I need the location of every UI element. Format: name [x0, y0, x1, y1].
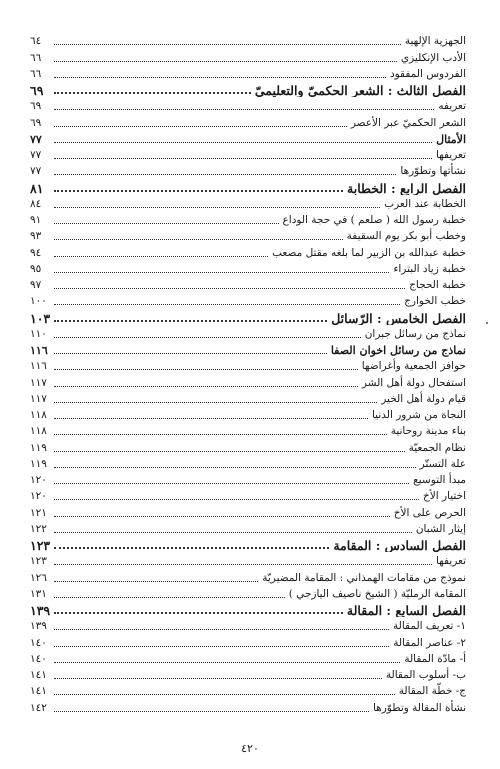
- toc-entry-title: حوافز الجمعية وأغراضها: [361, 360, 466, 373]
- toc-entry-title: الأمثال: [436, 132, 466, 146]
- dot-leader: [54, 207, 380, 208]
- toc-entry-title: نشأتها وتطوّرها: [400, 165, 466, 178]
- toc-entry-row: [30, 633, 466, 649]
- toc-entry-row: [30, 650, 466, 666]
- toc-entry-row: [30, 195, 466, 211]
- dot-leader: [54, 597, 285, 598]
- toc-entry-title: استفحال دولة أهل الشر: [361, 376, 466, 389]
- dot-leader: [54, 109, 434, 110]
- dot-leader: [54, 711, 369, 712]
- dot-leader: [54, 190, 343, 192]
- toc-page-number: ١٢٠: [30, 490, 47, 503]
- toc-entry-title: الحرص على الأخ: [393, 506, 466, 519]
- toc-page-number: ١٤٢: [30, 701, 47, 714]
- toc-entry-row: [30, 260, 466, 276]
- toc-entry-title: الفصل الخامس : الرّسائل: [331, 310, 466, 325]
- toc-page-number: ٩٤: [30, 246, 42, 259]
- dot-leader: [54, 678, 382, 679]
- toc-entry-row: [30, 48, 466, 64]
- dot-leader: [54, 547, 329, 549]
- dot-leader: [54, 564, 432, 565]
- dot-leader: [54, 320, 327, 322]
- toc-entry-row: [30, 552, 466, 568]
- toc-page-number: ١٢٦: [30, 571, 47, 584]
- toc-entry-row: [30, 211, 466, 227]
- toc-entry-title: نشأة المقالة وتطوّرها: [372, 701, 466, 714]
- toc-page-number: ٦٩: [30, 100, 42, 113]
- dot-leader: [54, 158, 432, 159]
- toc-entry-title: ب- أسلوب المقالة: [385, 669, 466, 681]
- dot-leader: [54, 434, 387, 435]
- toc-entry-row: [30, 373, 466, 389]
- toc-entry-title: الخطابة عند العرب: [384, 197, 466, 210]
- toc-chapter-row: [30, 81, 466, 97]
- toc-entry-row: [30, 471, 466, 487]
- toc-entry-title: خطب الخوارج: [404, 295, 466, 308]
- toc-entry-title: الفصل السابع : المقالة: [346, 603, 466, 617]
- toc-page-number: ١١٨: [30, 425, 47, 438]
- toc-page-number: ١٠٠: [30, 295, 47, 308]
- toc-page-number: ١٤١: [30, 685, 47, 698]
- toc-entry-title: الأدب الإنكليزي: [400, 51, 466, 64]
- dot-leader: [54, 239, 343, 240]
- toc-entry-row: [30, 390, 466, 406]
- toc-entry-title: نماذج من رسائل جبران: [364, 327, 466, 340]
- toc-entry-title: الفصل السادس : المقامة: [333, 538, 466, 552]
- dot-leader: [54, 386, 358, 387]
- toc-entry-row: [30, 276, 466, 292]
- toc-entry-row: [30, 585, 466, 601]
- dot-leader: [54, 612, 343, 614]
- toc-entry-row: [30, 666, 466, 682]
- toc-page-number: ٩٥: [30, 262, 42, 275]
- toc-entry-title: تعريفها: [435, 149, 466, 161]
- toc-entry-title: إيثار الشبان: [415, 522, 466, 535]
- dot-leader: [54, 418, 368, 419]
- toc-entry-row: [30, 113, 466, 129]
- toc-entry-row: [30, 357, 466, 373]
- toc-page-number: ٦٦: [30, 67, 42, 80]
- toc-entry-title: ٢- عناصر المقالة: [393, 636, 466, 649]
- dot-leader: [54, 353, 327, 354]
- toc-section-row: [30, 130, 466, 146]
- toc-entry-row: [30, 503, 466, 519]
- toc-chapter-row: [30, 536, 466, 552]
- toc-entry-row: [30, 698, 466, 714]
- toc-page-number: ١٤٠: [30, 636, 47, 649]
- dot-leader: [54, 174, 396, 175]
- toc-page-number: ١٢٣: [30, 555, 47, 568]
- toc-entry-row: [30, 162, 466, 178]
- toc-page-number: ١٣١: [30, 587, 47, 600]
- toc-page-number: ٦٦: [30, 51, 42, 64]
- dot-leader: [54, 369, 358, 370]
- toc-entry-row: [30, 455, 466, 471]
- dot-leader: [54, 451, 405, 452]
- toc-entry-title: اختيار الأخ: [422, 490, 466, 503]
- toc-page-number: ٧٧: [30, 132, 42, 146]
- toc-page-number: ٦٤: [30, 35, 42, 48]
- toc-entry-row: [30, 243, 466, 259]
- toc-entry-title: ج- خطّة المقالة: [398, 685, 466, 698]
- toc-entry-title: تعريفها: [435, 555, 466, 568]
- toc-entry-row: [30, 292, 466, 308]
- dot-leader: [54, 223, 279, 224]
- dot-leader: [54, 629, 389, 630]
- toc-entry-title: خطبة عبدالله بن الزبير لما بلغه مقتل مصعب: [272, 246, 466, 259]
- toc-entry-row: [30, 65, 466, 81]
- toc-entry-title: الفصل الثالث : الشعر الحكميّ والتعليميّ: [254, 83, 466, 97]
- toc-page-number: ٧٧: [30, 149, 42, 161]
- toc-page-number: ٩٧: [30, 279, 42, 291]
- dot-leader: [54, 61, 397, 62]
- toc-page-number: ١١٨: [30, 409, 47, 421]
- toc-page-number: ١٢١: [30, 506, 47, 519]
- toc-page-number: ١١٩: [30, 457, 47, 470]
- toc-entry-title: خطبة زياد البتراء: [393, 262, 466, 275]
- toc-page-number: ١٢٢: [30, 522, 47, 535]
- toc-entry-row: [30, 406, 466, 422]
- table-of-contents: [30, 32, 466, 715]
- toc-page-number: ١١٧: [30, 376, 47, 389]
- toc-entry-title: نموذج من مقامات الهمذاني : المقامة المضيريّة: [262, 571, 466, 584]
- toc-chapter-row: [30, 308, 466, 324]
- dot-leader: [54, 646, 389, 647]
- toc-page-number: ١١٩: [30, 441, 47, 454]
- toc-entry-title: ١- تعريف المقالة: [393, 620, 466, 633]
- toc-entry-title: الجهزية الإلهية: [404, 35, 466, 48]
- toc-entry-title: نماذج من رسائل اخوان الصفا: [330, 344, 466, 357]
- toc-page-number: ١٣٩: [30, 620, 47, 633]
- toc-page-number: ٩١: [30, 214, 42, 226]
- toc-entry-row: [30, 487, 466, 503]
- toc-page-number: ٨١: [30, 180, 44, 195]
- toc-entry-row: [30, 227, 466, 243]
- toc-entry-row: [30, 568, 466, 584]
- toc-entry-row: [30, 146, 466, 162]
- toc-entry-title: تعريفه: [438, 100, 466, 113]
- toc-page-number: ٦٩: [30, 83, 44, 97]
- dot-leader: [54, 272, 389, 273]
- toc-page-number: ١١٦: [30, 360, 47, 373]
- toc-entry-title: الشعر الحكميّ عبر الأعصر: [350, 116, 466, 129]
- dot-leader: [54, 483, 409, 484]
- toc-entry-title: النجاة من شرور الدنيا: [371, 409, 466, 421]
- toc-entry-row: [30, 97, 466, 113]
- dot-leader: [54, 44, 401, 45]
- toc-entry-title: نظام الجمعيّة: [408, 441, 466, 454]
- toc-page-number: ١٢٣: [30, 538, 51, 552]
- dot-leader: [54, 662, 400, 663]
- toc-entry-title: الفصل الرابع : الخطابة: [347, 180, 466, 195]
- dot-leader: [54, 77, 386, 78]
- toc-entry-row: [30, 32, 466, 48]
- toc-page-number: ١٤٠: [30, 652, 47, 665]
- toc-section-row: [30, 341, 466, 357]
- toc-entry-title: أ- مادّة المقالة: [404, 652, 466, 665]
- dot-leader: [54, 532, 412, 533]
- dot-leader: [54, 694, 395, 695]
- dot-leader: [54, 92, 251, 94]
- toc-entry-row: [30, 325, 466, 341]
- toc-entry-title: الفردوس المفقود: [389, 67, 466, 80]
- page-number: ٤٢٠: [241, 742, 259, 755]
- toc-entry-row: [30, 422, 466, 438]
- dot-leader: [54, 516, 390, 517]
- toc-entry-title: مبدأ التوسيع: [413, 474, 466, 486]
- toc-entry-row: [30, 438, 466, 454]
- toc-page-number: ٦٩: [30, 116, 42, 129]
- toc-entry-row: [30, 617, 466, 633]
- toc-page-number: ١٠٣: [30, 310, 51, 325]
- toc-entry-title: وخطب أبو بكر يوم السقيفة: [346, 230, 466, 243]
- toc-chapter-row: [30, 601, 466, 617]
- toc-page-number: ٩٣: [30, 230, 42, 243]
- toc-chapter-row: [30, 178, 466, 194]
- toc-page-number: ٧٧: [30, 165, 42, 178]
- toc-entry-title: قيام دولة أهل الخير: [381, 392, 466, 405]
- toc-page-number: ١١٦: [30, 344, 48, 357]
- toc-page-number: ١٢٠: [30, 474, 47, 486]
- toc-entry-row: [30, 682, 466, 698]
- toc-page-number: ١٤١: [30, 669, 47, 681]
- toc-page-number: ١٣٩: [30, 603, 51, 617]
- toc-entry-title: علة التستّر: [419, 457, 466, 470]
- dot-leader: [54, 581, 258, 582]
- toc-page-number: ١١٠: [30, 327, 47, 340]
- toc-page-number: ١١٧: [30, 392, 47, 405]
- toc-page-number: ٨٤: [30, 197, 42, 210]
- toc-entry-title: المقامة الرمليّة ( الشيخ ناصيف اليازجي ): [288, 587, 466, 600]
- toc-entry-title: خطبة الحجاج: [409, 279, 466, 291]
- dot-leader: [54, 499, 419, 500]
- dot-leader: [54, 402, 377, 403]
- toc-entry-title: خطبة رسول الله ( صلعم ) في حجة الوداع: [282, 214, 466, 226]
- dot-leader: [54, 467, 416, 468]
- dot-leader: [54, 337, 361, 338]
- toc-entry-row: [30, 520, 466, 536]
- dot-leader: [54, 126, 347, 127]
- dot-leader: [54, 288, 405, 289]
- dot-leader: [54, 256, 268, 257]
- dot-leader: [54, 304, 400, 305]
- dot-leader: [54, 142, 432, 143]
- toc-entry-title: بناء مدينة روحانية: [390, 425, 466, 438]
- margin-mark: [486, 322, 488, 324]
